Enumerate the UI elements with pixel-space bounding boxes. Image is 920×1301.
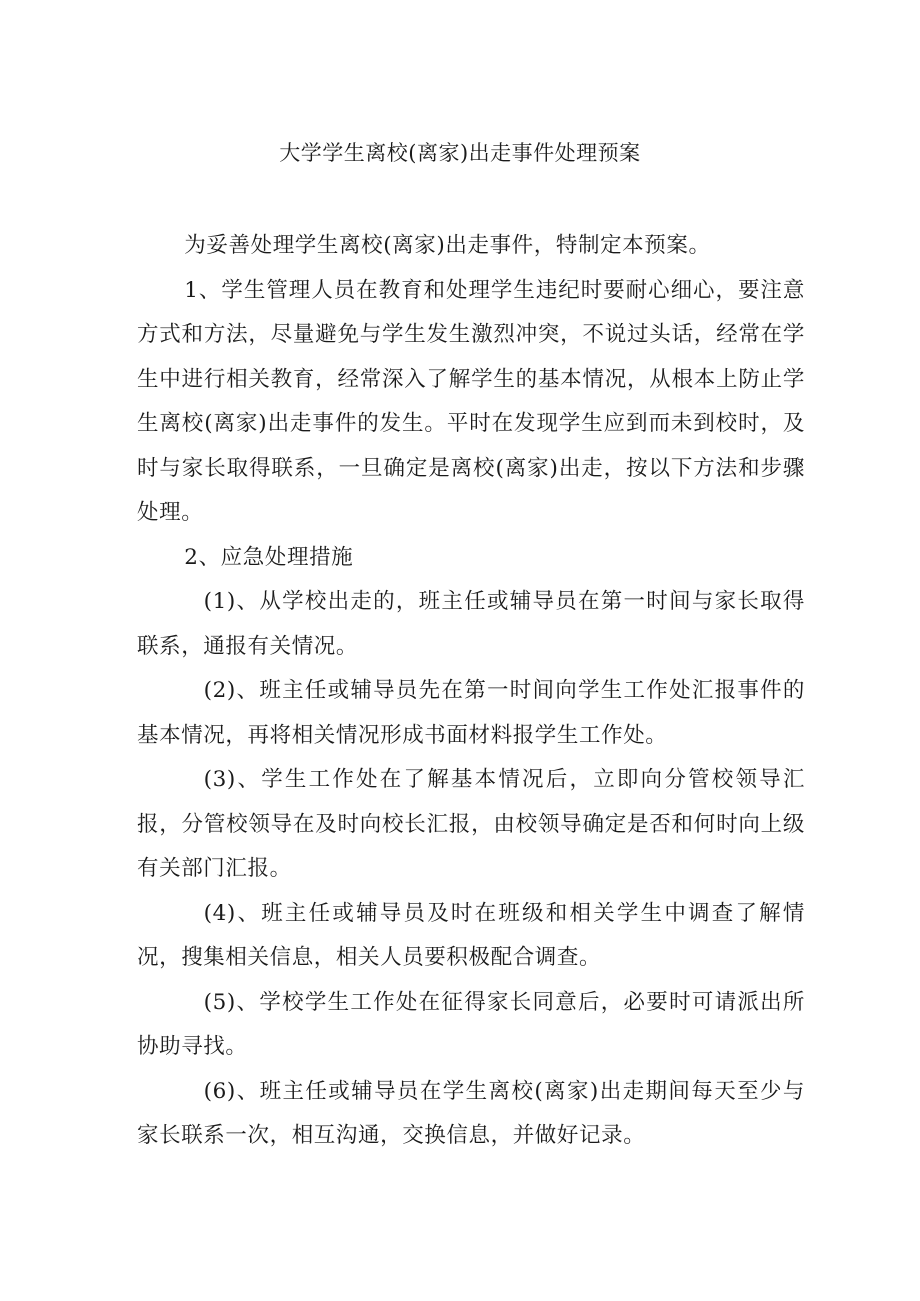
measure-item-3: (3)、学生工作处在了解基本情况后，立即向分管校领导汇报，分管校领导在及时向校长汇报，由校领导确定是否和何时向上级有关部门汇报。 bbox=[137, 767, 805, 881]
prevention-paragraph: 1、学生管理人员在教育和处理学生违纪时要耐心细心，要注意方式和方法，尽量避免与学生发生激烈冲突，不说过头话，经常在学生中进行相关教育，经常深入了解学生的基本情况，从根本上防止学生离校(离家)出走事件的发生。平时在发现学生应到而未到校时，及时与家长取得联系，一旦确定是离校(离家)出走，按以下方法和步骤处理。 bbox=[137, 277, 805, 525]
emergency-measures-heading: 2、应急处理措施 bbox=[184, 544, 354, 570]
document-body bbox=[137, 224, 805, 1159]
measure-item-1: (1)、从学校出走的，班主任或辅导员在第一时间与家长取得联系，通报有关情况。 bbox=[137, 589, 805, 659]
measure-item-2: (2)、班主任或辅导员先在第一时间向学生工作处汇报事件的基本情况，再将相关情况形成书面材料报学生工作处。 bbox=[137, 678, 805, 748]
measure-item-5: (5)、学校学生工作处在征得家长同意后，必要时可请派出所协助寻找。 bbox=[137, 989, 805, 1059]
measure-item-6: (6)、班主任或辅导员在学生离校(离家)出走期间每天至少与家长联系一次，相互沟通，交换信息，并做好记录。 bbox=[137, 1078, 805, 1148]
intro-paragraph: 为妥善处理学生离校(离家)出走事件，特制定本预案。 bbox=[184, 233, 711, 258]
document-title: 大学学生离校(离家)出走事件处理预案 bbox=[279, 141, 641, 165]
measure-item-4: (4)、班主任或辅导员及时在班级和相关学生中调查了解情况，搜集相关信息，相关人员要积极配合调查。 bbox=[137, 900, 805, 970]
